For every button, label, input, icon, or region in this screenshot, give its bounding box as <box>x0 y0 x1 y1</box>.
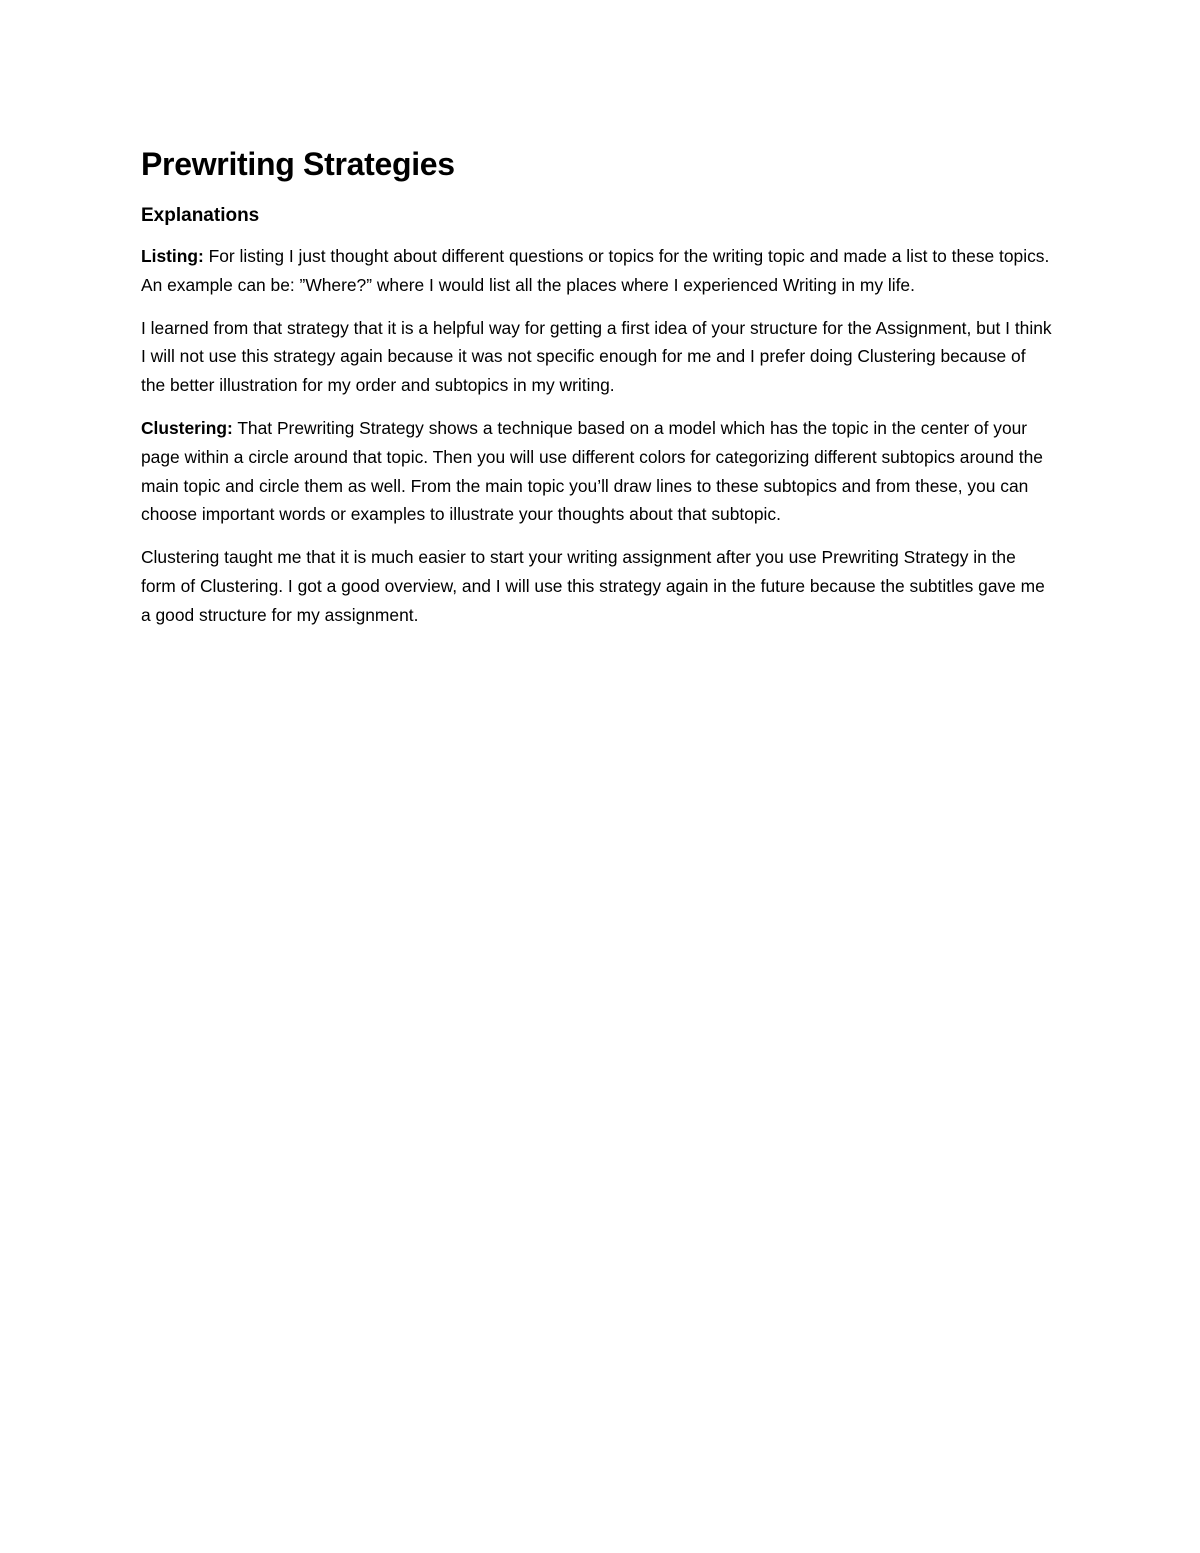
paragraph-clustering <box>141 414 1053 529</box>
page-title: Prewriting Strategies <box>141 146 455 182</box>
clustering-description: That Prewriting Strategy shows a technique based on a model which has the topic in the center of your page within a circle around that topic. Then you will use different colors for categorizing different subtopics around the main topic and circle them as well. From the main topic you’ll draw lines to these subtopics and from these, you can choose important words or examples to illustrate your thoughts about that subtopic. <box>141 417 1043 525</box>
listing-description: For listing I just thought about different questions or topics for the writing topic and made a list to these topics. An example can be: ”Where?” where I would list all the places where I experienced Writing in my life. <box>141 246 1050 295</box>
document-body <box>141 142 1053 630</box>
paragraph-listing <box>141 242 1053 300</box>
section-heading-explanations: Explanations <box>141 205 260 226</box>
paragraph-clustering-reflection: Clustering taught me that it is much easier to start your writing assignment after you use Prewriting Strategy in the form of Clustering. I got a good overview, and I will use this strategy again in the future because the subtitles gave me a good structure for my assignment. <box>141 547 1045 625</box>
term-listing: Listing: <box>141 246 204 266</box>
paragraph-listing-reflection: I learned from that strategy that it is a helpful way for getting a first idea of your structure for the Assignment, but I think I will not use this strategy again because it was not specific enough for me and I prefer doing Clustering because of the better illustration for my order and subtopics in my writing. <box>141 317 1052 396</box>
term-clustering: Clustering: <box>141 417 233 438</box>
